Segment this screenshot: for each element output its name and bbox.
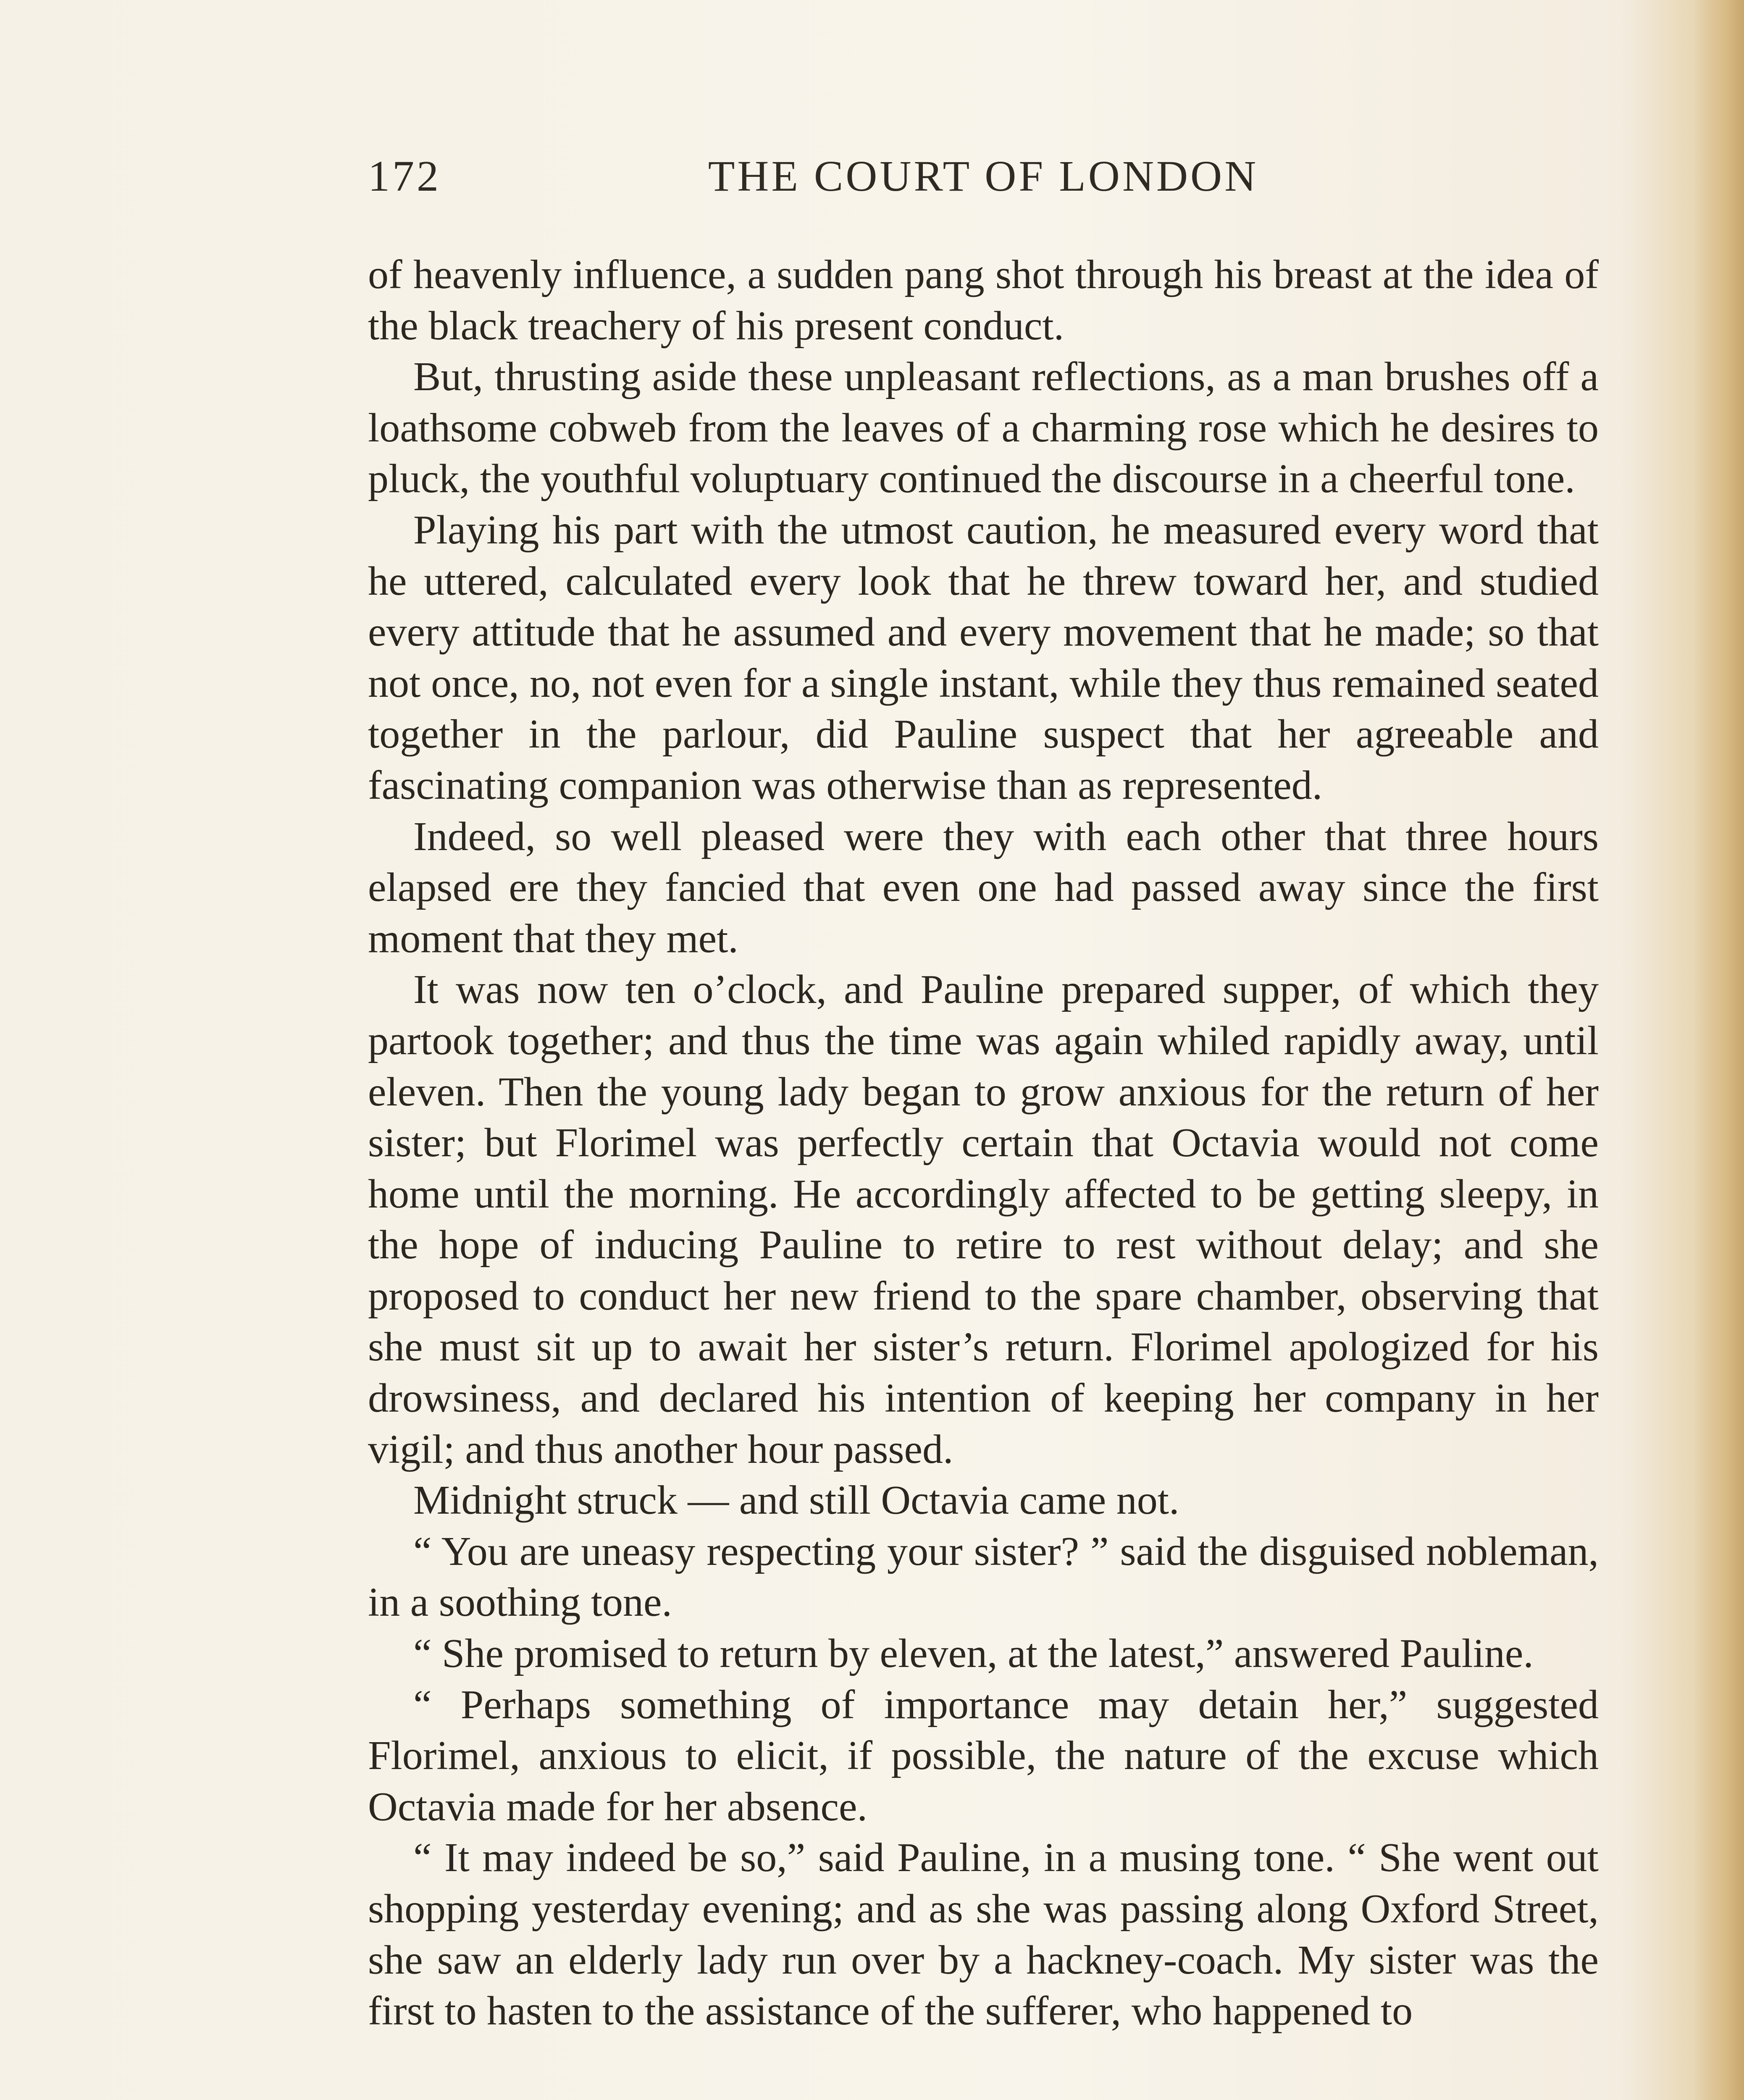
paragraph-8: “ She promised to return by eleven, at the latest,” answered Pauline. [413, 1631, 1534, 1677]
body-text [368, 249, 1599, 2037]
paragraph-10: “ It may indeed be so,” said Pauline, in a musing tone. “ She went out shopping yesterday evening; and as she was passing along Oxford Street, she saw an elderly lady run over by a hackney-coach. My sister was the first to hasten to the assistance of the sufferer, who happened to [368, 1835, 1599, 2034]
paragraph-5: It was now ten o’clock, and Pauline prepared supper, of which they partook together; and thus the time was again whiled rapidly away, until eleven. Then the young lady began to grow anxious for the return of her sister; but Florimel was perfectly certain that Octavia would not come home until the morning. He accordingly affected to be getting sleepy, in the hope of inducing Pauline to retire to rest without delay; and she proposed to conduct her new friend to the spare chamber, observing that she must sit up to await her sister’s return. Florimel apologized for his drowsiness, and declared his intention of keeping her company in her vigil; and thus another hour passed. [368, 967, 1599, 1472]
paragraph-6: Midnight struck — and still Octavia came not. [413, 1478, 1179, 1523]
paragraph-9: “ Perhaps something of importance may detain her,” suggested Florimel, anxious to elicit, if possible, the nature of the excuse which Octavia made for her absence. [368, 1682, 1599, 1830]
paragraph-2: But, thrusting aside these unpleasant reflections, as a man brushes off a loathsome cobweb from the leaves of a charming rose which he desires to pluck, the youthful voluptuary continued the discourse in a cheerful tone. [368, 354, 1599, 502]
running-title: THE COURT OF LONDON [708, 152, 1259, 200]
page-header [368, 151, 1599, 218]
page-spine-edge [1694, 0, 1744, 2100]
page-number: 172 [368, 152, 441, 200]
paragraph-4: Indeed, so well pleased were they with each other that three hours elapsed ere they fancied that even one had passed away since the first moment that they met. [368, 814, 1599, 961]
paragraph-7: “ You are uneasy respecting your sister? ” said the disguised nobleman, in a soothing tone. [368, 1528, 1599, 1625]
paragraph-1: of heavenly influence, a sudden pang shot through his breast at the idea of the black treachery of his present conduct. [368, 252, 1599, 349]
paragraph-3: Playing his part with the utmost caution, he measured every word that he uttered, calculated every look that he threw toward her, and studied every attitude that he assumed and every movement that he made; so that not once, no, not even for a single instant, while they thus remained seated together in the parlour, did Pauline suspect that her agreeable and fascinating companion was otherwise than as represented. [368, 507, 1599, 808]
